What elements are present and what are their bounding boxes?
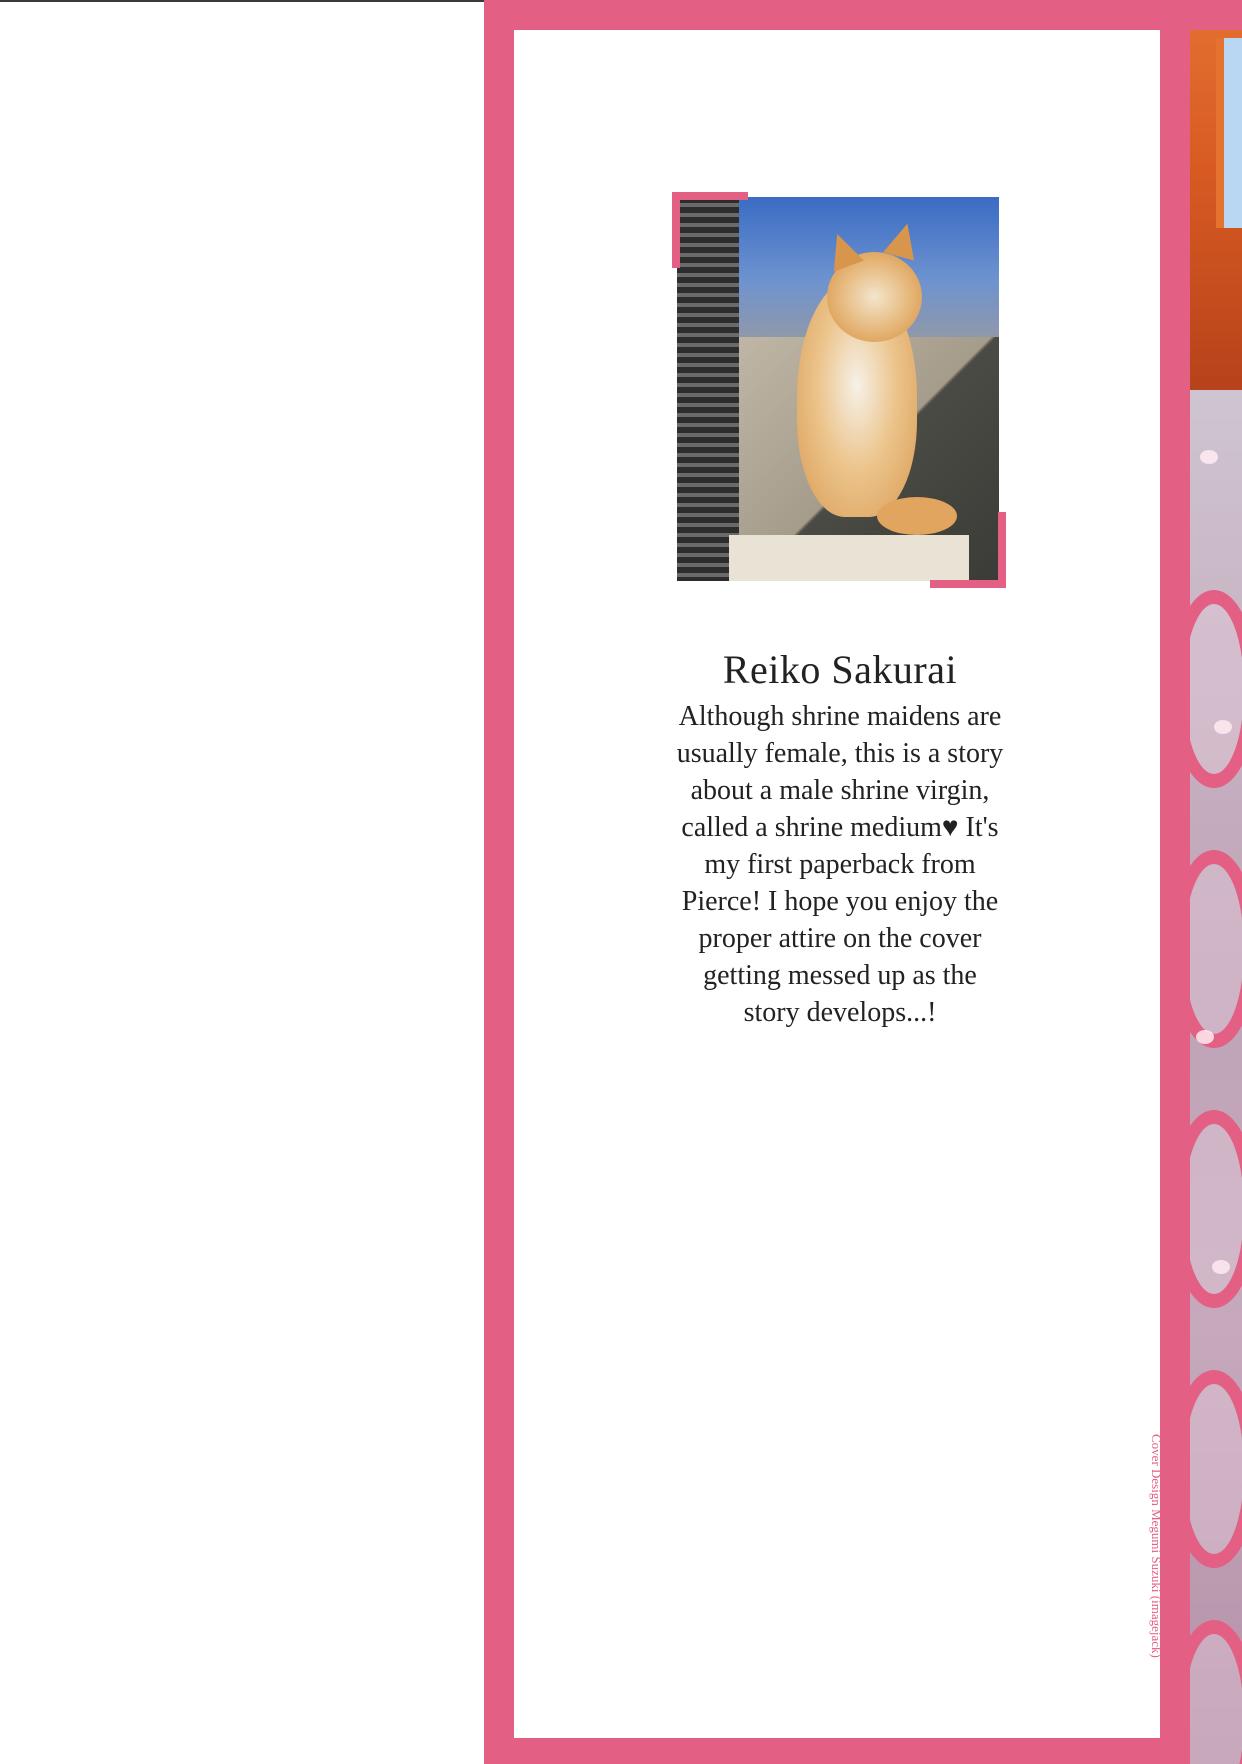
cover-art-strip xyxy=(1190,30,1242,1764)
cover-design-credit: Cover Design Megumi Suzuki (imagejack) xyxy=(1149,1434,1164,1658)
cover-ornament xyxy=(1190,1370,1242,1568)
petal-decoration xyxy=(1200,450,1218,464)
cover-ornament xyxy=(1190,1620,1242,1764)
cover-roof-art xyxy=(1190,30,1242,390)
cat-tail xyxy=(877,497,957,535)
photo-corner-bottom-right xyxy=(930,580,1006,588)
cover-sky-window xyxy=(1216,38,1242,228)
cover-ornament xyxy=(1190,850,1242,1048)
cover-ornament xyxy=(1190,590,1242,788)
photo-corner-bottom-right xyxy=(998,512,1006,588)
cat-photo xyxy=(677,197,999,581)
photo-shelf xyxy=(729,535,969,581)
left-blank-page xyxy=(0,2,484,1764)
petal-decoration xyxy=(1214,720,1232,734)
cover-ornament xyxy=(1190,1110,1242,1308)
photo-window-blinds xyxy=(677,197,739,581)
petal-decoration xyxy=(1196,1030,1214,1044)
author-bio: Although shrine maidens are usually female, this is a story about a male shrine virgin, called a shrine medium♥ It's my first paperback from Pierce! I hope you enjoy the proper attire on the cover getting messed up as the story develops...! xyxy=(676,701,1004,1028)
photo-corner-top-left xyxy=(672,192,680,268)
author-photo xyxy=(672,192,1006,588)
petal-decoration xyxy=(1212,1260,1230,1274)
photo-corner-top-left xyxy=(672,192,748,200)
author-name: Reiko Sakurai xyxy=(722,647,958,692)
